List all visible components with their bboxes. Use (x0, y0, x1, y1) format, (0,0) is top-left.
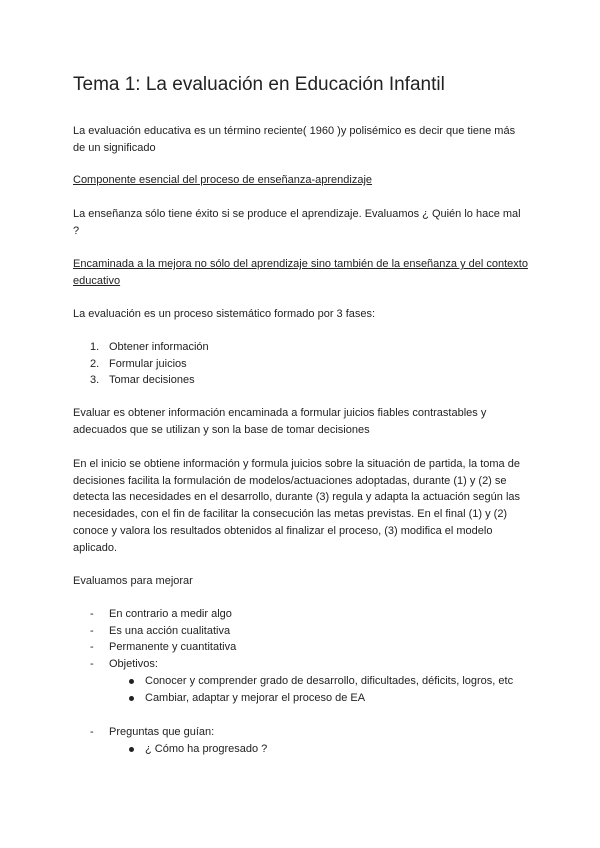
list-item (73, 724, 528, 757)
list-item-text: ¿ Cómo ha progresado ? (145, 742, 268, 755)
list-item-text: Objetivos: (109, 658, 158, 671)
list-item-text: Preguntas que guían: (109, 726, 215, 739)
definition-paragraph: Evaluar es obtener información encaminada a formular juicios fiables contrastables y adecuados que se utilizan y son la base de tomar decisiones (73, 407, 487, 436)
dash-marker: - (90, 624, 94, 637)
objectives-sublist (109, 673, 528, 706)
list-item-text: Cambiar, adaptar y mejorar el proceso de EA (145, 691, 366, 704)
list-item-text: Conocer y comprender grado de desarrollo, dificultades, déficits, logros, etc (145, 674, 514, 687)
characteristics-list (73, 606, 528, 758)
dash-marker: - (90, 658, 94, 671)
list-item-text: Formular juicios (109, 357, 187, 370)
underlined-heading-2: Encaminada a la mejora no sólo del aprendizaje sino también de la enseñanza y del contexto educativo (73, 258, 528, 287)
list-item (109, 673, 528, 690)
intro-paragraph: La evaluación educativa es un término reciente( 1960 )y polisémico es decir que tiene más de un significado (73, 125, 516, 154)
list-item-text: Es una acción cualitativa (109, 624, 231, 637)
list-item (73, 623, 528, 640)
bullet-icon (129, 679, 134, 684)
list-item-text: Permanente y cuantitativa (109, 641, 237, 654)
list-item (73, 656, 528, 724)
list-number: 3. (90, 374, 100, 387)
list-item (73, 356, 513, 373)
list-number: 2. (90, 357, 100, 370)
list-spacer (109, 706, 528, 724)
list-item-text: Obtener información (109, 341, 209, 353)
teaching-paragraph: La enseñanza sólo tiene éxito si se produce el aprendizaje. Evaluamos ¿ Quién lo hace mal ? (73, 208, 521, 237)
dash-marker: - (90, 641, 94, 654)
dash-marker: - (90, 726, 94, 739)
list-number: 1. (90, 341, 100, 353)
evaluate-to-improve-paragraph: Evaluamos para mejorar (73, 575, 193, 587)
list-item (73, 606, 528, 623)
list-item-text: Tomar decisiones (109, 374, 195, 387)
process-paragraph: En el inicio se obtiene información y formula juicios sobre la situación de partida, la toma de decisiones facilita la formulación de modelos/actuaciones adoptadas, durante (1) y (2) se detecta las necesidades en el desarrollo, durante (3) regula y adapta la actuación según las necesidades, con el fin de facilitar la consecución las metas previstas. En el final (1) y (2) conoce y valora los resultados obtenidos al finalizar el proceso, (3) modifica el modelo aplicado. (73, 458, 521, 554)
phases-intro-paragraph: La evaluación es un proceso sistemático formado por 3 fases: (73, 308, 376, 320)
questions-sublist (109, 741, 528, 758)
list-item (109, 741, 528, 758)
document-title: Tema 1: La evaluación en Educación Infantil (73, 74, 445, 95)
phases-list (73, 339, 513, 389)
bullet-icon (129, 696, 134, 701)
bullet-icon (129, 747, 134, 752)
list-item (73, 639, 528, 656)
list-item (73, 339, 513, 356)
list-item (109, 690, 528, 707)
dash-marker: - (90, 608, 94, 620)
underlined-heading-1: Componente esencial del proceso de enseñanza-aprendizaje (73, 174, 373, 186)
list-item-text: En contrario a medir algo (109, 608, 232, 620)
list-item (73, 372, 513, 389)
